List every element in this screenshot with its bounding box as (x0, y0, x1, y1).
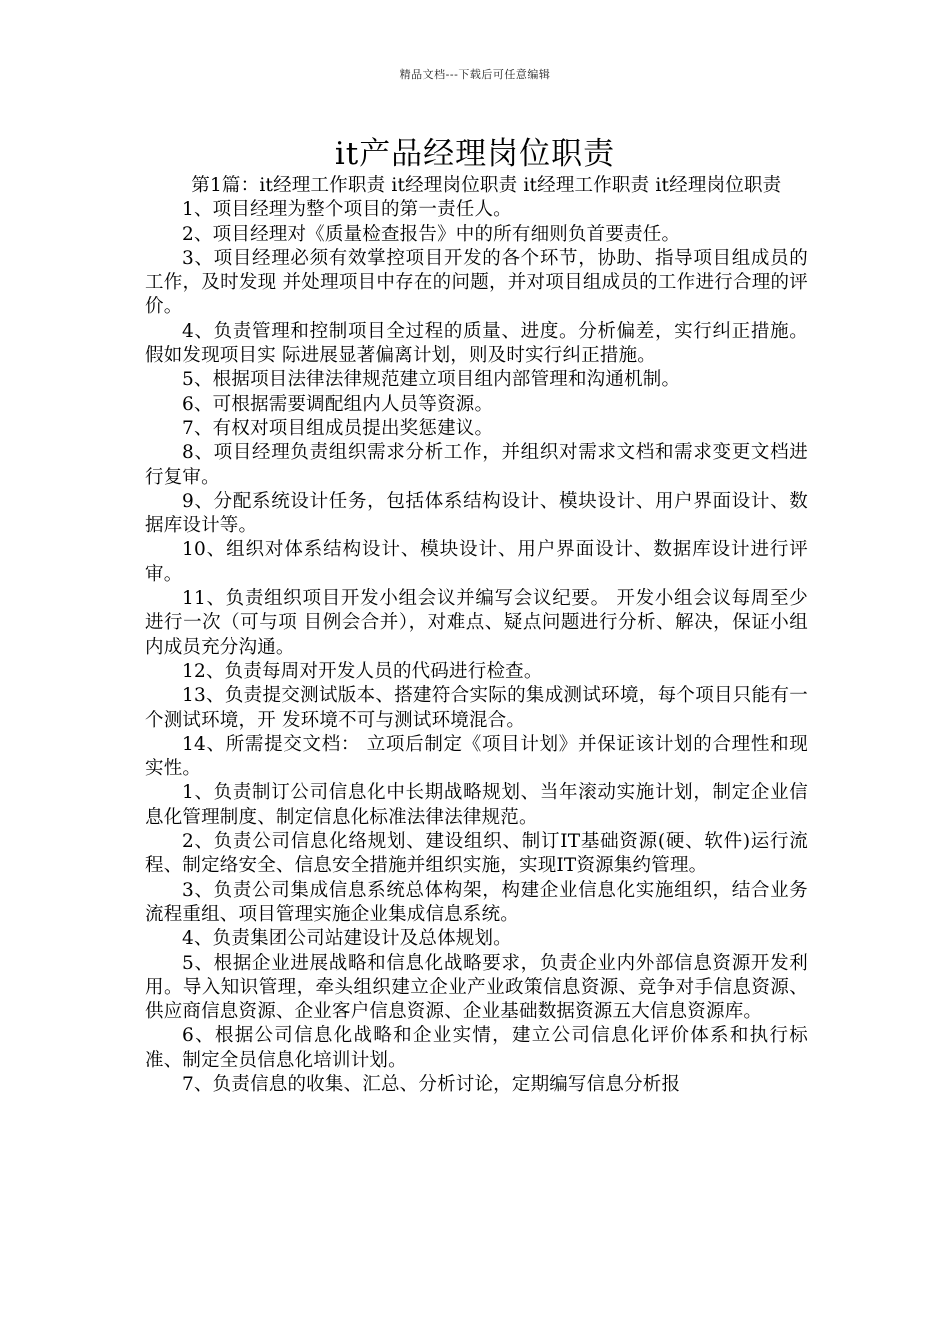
header-note: 精品文档---下载后可任意编辑 (399, 68, 551, 81)
paragraph: 3、项目经理必须有效掌控项目开发的各个环节，协助、指导项目组成员的工作，及时发现 并处理项目中存在的问题，并对项目组成员的工作进行合理的评价。 (145, 247, 808, 318)
paragraph: 4、负责集团公司站建设计及总体规划。 (182, 928, 512, 950)
paragraph: 3、负责公司集成信息系统总体构架，构建企业信息化实施组织，结合业务流程重组、项目管理实施企业集成信息系统。 (145, 879, 808, 925)
paragraph: 13、负责提交测试版本、搭建符合实际的集成测试环境，每个项目只能有一个测试环境，开 发环境不可与测试环境混合。 (145, 685, 808, 731)
paragraph: 2、负责公司信息化络规划、建设组织、制订IT基础资源(硬、软件)运行流程、制定络安全、信息安全措施并组织实施，实现IT资源集约管理。 (145, 831, 808, 877)
paragraph: 12、负责每周对开发人员的代码进行检查。 (182, 660, 543, 682)
paragraph: 1、负责制订公司信息化中长期战略规划、当年滚动实施计划，制定企业信息化管理制度、制定信息化标准法律法律规范。 (145, 782, 808, 828)
document-title: it产品经理岗位职责 (334, 136, 616, 172)
paragraph: 10、组织对体系结构设计、模块设计、用户界面设计、数据库设计进行评审。 (145, 539, 808, 585)
paragraph: 2、项目经理对《质量检查报告》中的所有细则负首要责任。 (182, 223, 681, 245)
paragraph: 7、有权对项目组成员提出奖惩建议。 (182, 417, 494, 439)
paragraph: 8、项目经理负责组织需求分析工作，并组织对需求文档和需求变更文档进行复审。 (145, 442, 808, 488)
paragraph-intro: 第1篇：it经理工作职责 it经理岗位职责 it经理工作职责 it经理岗位职责 (191, 175, 782, 196)
paragraph: 6、根据公司信息化战略和企业实情，建立公司信息化评价体系和执行标准、制定全员信息化培训计划。 (145, 1025, 808, 1071)
paragraph: 5、根据项目法律法律规范建立项目组内部管理和沟通机制。 (182, 369, 681, 391)
paragraph: 11、负责组织项目开发小组会议并编写会议纪要。 开发小组会议每周至少进行一次（可与项 目例会合并），对难点、疑点问题进行分析、解决，保证小组内成员充分沟通。 (145, 588, 808, 658)
document-body (145, 174, 808, 1097)
paragraph: 4、负责管理和控制项目全过程的质量、进度。分析偏差，实行纠正措施。假如发现项目实 际进展显著偏离计划，则及时实行纠正措施。 (145, 320, 808, 367)
paragraph: 9、分配系统设计任务，包括体系结构设计、模块设计、用户界面设计、数据库设计等。 (145, 490, 808, 537)
paragraph: 6、可根据需要调配组内人员等资源。 (182, 393, 494, 415)
paragraph: 14、所需提交文档： 立项后制定《项目计划》并保证该计划的合理性和现实性。 (145, 733, 808, 780)
paragraph: 1、项目经理为整个项目的第一责任人。 (182, 199, 512, 221)
paragraph: 7、负责信息的收集、汇总、分析讨论，定期编写信息分析报 (182, 1073, 681, 1095)
paragraph: 5、根据企业进展战略和信息化战略要求，负责企业内外部信息资源开发利用。导入知识管理，牵头组织建立企业产业政策信息资源、竞争对手信息资源、供应商信息资源、企业客户信息资源、企业基础数据资源五大信息资源库。 (145, 952, 808, 1023)
